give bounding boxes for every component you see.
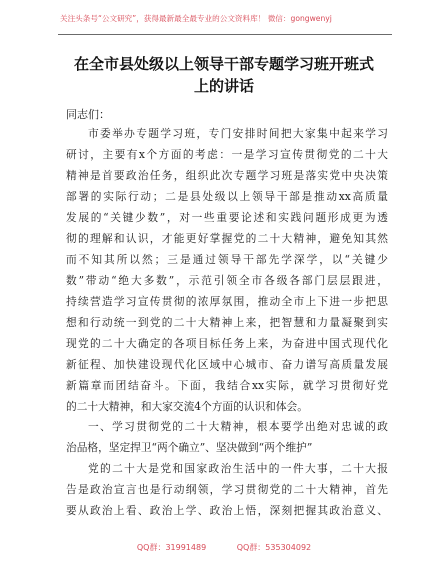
paragraph-line: 市委举办专题学习班，专门安排时间把大家集中起来学习: [88, 127, 388, 140]
document-title: [40, 53, 408, 97]
paragraph-line: 发展的“关键少数”，对一些重要论述和实践问题形成更为透: [66, 211, 388, 224]
title-line: 上的讲话: [193, 77, 254, 95]
paragraph-line: 的二十大精神，和大家交流4个方面的认识和体会。: [66, 400, 308, 413]
heading-line: 一、学习贯彻党的二十大精神，根本要学出绝对忠诚的政: [88, 420, 388, 433]
header-divider: [58, 34, 392, 35]
promo-banner: 关注头条号“公文研究”，获得最新最全最专业的公文资料库！ 微信：gongwenyj: [60, 14, 332, 23]
paragraph-line: 精神是首要政治任务，组织此次专题学习班是落实党中央决策: [66, 169, 388, 182]
qq-group-2: QQ群：535304092: [236, 543, 312, 552]
paragraph-section-1: [66, 458, 388, 521]
paragraph-line: 彻的理解和认识，才能更好掌握党的二十大精神，避免知其然: [66, 232, 388, 245]
paragraph-line: 研讨，主要有x个方面的考虑：一是学习宣传贯彻党的二十大: [66, 148, 388, 161]
paragraph-line: 告是政治宣言也是行动纲领，学习贯彻党的二十大精神，首先: [66, 483, 388, 496]
paragraph-line: 新征程、加快建设现代化区域中心城市、奋力谱写高质量发展: [66, 358, 388, 371]
salutation: 同志们：: [66, 108, 110, 121]
paragraph-line: 要从政治上看、政治上学、政治上悟，深刻把握其政治意义、: [66, 504, 388, 517]
title-line: 在全市县处级以上领导干部专题学习班开班式: [73, 55, 374, 73]
qq-group-1: QQ群：31991489: [136, 543, 207, 552]
paragraph-line: 新篇章而团结奋斗。下面，我结合xx实际，就学习贯彻好党: [66, 379, 388, 392]
paragraph-intro: [66, 123, 388, 417]
paragraph-line: 想和行动统一到党的二十大精神上来，把智慧和力量凝聚到实: [66, 316, 388, 329]
paragraph-line: 现党的二十大确定的各项目标任务上来，为奋进中国式现代化: [66, 337, 388, 350]
heading-line: 治品格，坚定捍卫“两个确立”、坚决做到“两个维护”: [66, 441, 313, 454]
section-heading-1: [66, 416, 388, 458]
paragraph-line: 党的二十大是党和国家政治生活中的一件大事，二十大报: [88, 462, 388, 475]
footer-contacts: [0, 542, 448, 553]
paragraph-line: 部署的实际行动；二是县处级以上领导干部是推动xx高质量: [66, 190, 388, 203]
paragraph-line: 数”带动“绝大多数”，示范引领全市各级各部门层层跟进，: [66, 274, 388, 287]
paragraph-line: 而不知其所以然；三是通过领导干部先学深学，以“关键少: [66, 253, 388, 266]
paragraph-line: 持续营造学习宣传贯彻的浓厚氛围，推动全市上下进一步把思: [66, 295, 388, 308]
